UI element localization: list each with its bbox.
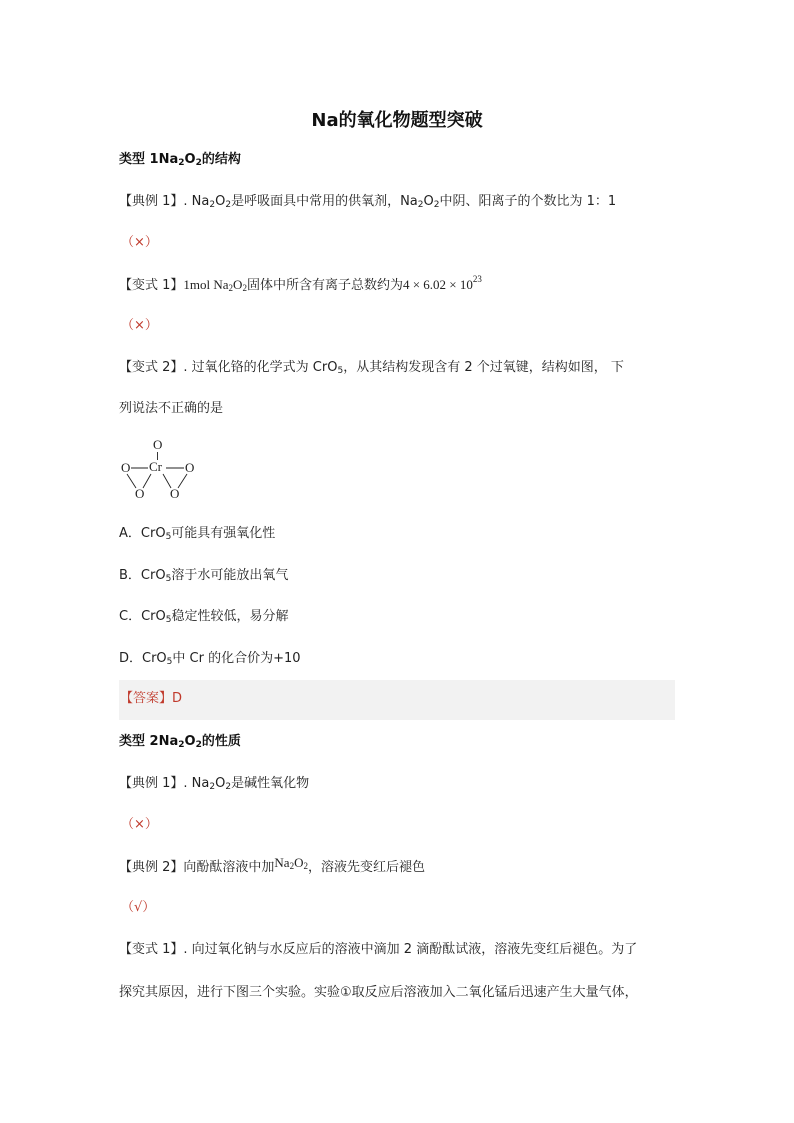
- example-2-2-result: （√）: [121, 900, 156, 915]
- subscript: 2: [209, 200, 216, 210]
- variant-1-question: [119, 276, 482, 295]
- bond-line: [178, 474, 187, 488]
- variant-2-1-line2: 探究其原因，进行下图三个实验。实验①取反应后溶液加入二氧化锰后迅速产生大量气体，: [119, 985, 638, 1000]
- section-heading-structure: [119, 151, 241, 169]
- example-2-1-question: [119, 775, 309, 793]
- cro5-structure-diagram: [118, 434, 204, 506]
- example-1-question: [119, 193, 616, 211]
- option-c: [119, 608, 288, 626]
- formula-text: Na: [274, 855, 290, 870]
- structure-atom-lower-right-o: O: [170, 486, 180, 501]
- question-text: . 过氧化铬的化学式为 CrO: [183, 360, 338, 375]
- answer-value: D: [172, 691, 183, 706]
- question-label: 【变式 1】: [119, 942, 184, 957]
- subscript: 2: [242, 283, 247, 293]
- subscript: 2: [195, 740, 202, 750]
- option-b: [119, 567, 288, 585]
- question-label: 【典例 1】: [119, 776, 184, 791]
- question-label: 【变式 1】: [119, 278, 184, 293]
- question-text: . Na: [183, 776, 210, 791]
- variant-2-question-line2: 列说法不正确的是: [119, 401, 224, 416]
- answer-box: [119, 680, 675, 720]
- bond-line: [163, 474, 171, 488]
- example-2-1-result: （×）: [121, 817, 158, 832]
- option-d: [119, 650, 301, 668]
- option-text: 溶于水可能放出氧气: [171, 568, 289, 583]
- subscript: 5: [165, 574, 172, 584]
- question-text: 中阴、阳离子的个数比为 1：1: [439, 194, 617, 209]
- question-text: O: [423, 194, 434, 209]
- structure-atom-left-o: O: [121, 460, 131, 475]
- variant-2-1-line1: [119, 941, 637, 959]
- option-text: 中 Cr 的化合价为+10: [172, 651, 301, 666]
- variant-1-result: （×）: [121, 318, 158, 333]
- subscript: 5: [165, 615, 172, 625]
- answer: [120, 690, 182, 708]
- option-text: 稳定性较低，易分解: [171, 609, 289, 624]
- bond-line: [127, 474, 136, 488]
- subscript: 5: [166, 657, 173, 667]
- option-text: 可能具有强氧化性: [171, 526, 276, 541]
- structure-atom-cr: Cr: [149, 459, 162, 474]
- example-2-2-question: [119, 855, 425, 877]
- heading-text: 的结构: [201, 152, 241, 167]
- option-a: [119, 525, 275, 543]
- structure-atom-right-o: O: [185, 460, 195, 475]
- subscript: 2: [225, 200, 232, 210]
- example-1-result: （×）: [121, 235, 158, 250]
- formula-text: 4 × 6.02 × 10: [402, 277, 473, 292]
- option-label: D．CrO: [119, 651, 167, 666]
- structure-atom-top-o: O: [153, 437, 163, 452]
- question-label: 【变式 2】: [119, 360, 184, 375]
- section-heading-properties: [119, 733, 241, 751]
- subscript: 2: [433, 200, 440, 210]
- question-text: . Na: [183, 194, 210, 209]
- question-label: 【典例 1】: [119, 194, 184, 209]
- subscript: 2: [303, 861, 308, 871]
- subscript: 2: [178, 740, 185, 750]
- subscript: 2: [195, 158, 202, 168]
- subscript: 2: [178, 158, 185, 168]
- heading-text: O: [184, 152, 196, 167]
- question-text: O: [215, 776, 226, 791]
- subscript: 2: [417, 200, 424, 210]
- option-label: C．CrO: [119, 609, 166, 624]
- subscript: 5: [337, 366, 344, 376]
- superscript: 23: [472, 274, 482, 284]
- heading-text: O: [184, 734, 196, 749]
- answer-label: 【答案】: [120, 691, 173, 706]
- page-title: Na的氧化物题型突破: [311, 110, 483, 131]
- formula-text: O: [233, 277, 243, 292]
- question-text: ，从其结构发现含有 2 个过氧键，结构如图， 下: [343, 360, 624, 375]
- subscript: 2: [209, 782, 216, 792]
- heading-text: 类型 1Na: [119, 152, 179, 167]
- formula-text: 1mol Na: [183, 277, 229, 292]
- question-label: 【典例 2】: [119, 860, 184, 875]
- bond-line: [143, 474, 151, 488]
- subscript: 2: [225, 782, 232, 792]
- question-text: 向酚酞溶液中加: [183, 860, 275, 875]
- question-text: ，溶液先变红后褪色: [307, 860, 425, 875]
- question-text: 固体中所含有离子总数约为: [246, 278, 403, 293]
- option-label: B．CrO: [119, 568, 166, 583]
- subscript: 2: [228, 283, 234, 293]
- subscript: 5: [165, 532, 172, 542]
- heading-text: 的性质: [201, 734, 241, 749]
- heading-text: 类型 2Na: [119, 734, 179, 749]
- question-text: . 向过氧化钠与水反应后的溶液中滴加 2 滴酚酞试液，溶液先变红后褪色。为了: [183, 942, 638, 957]
- structure-atom-lower-left-o: O: [135, 486, 145, 501]
- question-text: O: [215, 194, 226, 209]
- formula-text: O: [294, 855, 304, 870]
- option-label: A．CrO: [119, 526, 166, 541]
- question-text: 是呼吸面具中常用的供氧剂，Na: [231, 194, 418, 209]
- question-text: 是碱性氧化物: [231, 776, 310, 791]
- variant-2-question-line1: [119, 359, 624, 377]
- subscript: 2: [289, 861, 295, 871]
